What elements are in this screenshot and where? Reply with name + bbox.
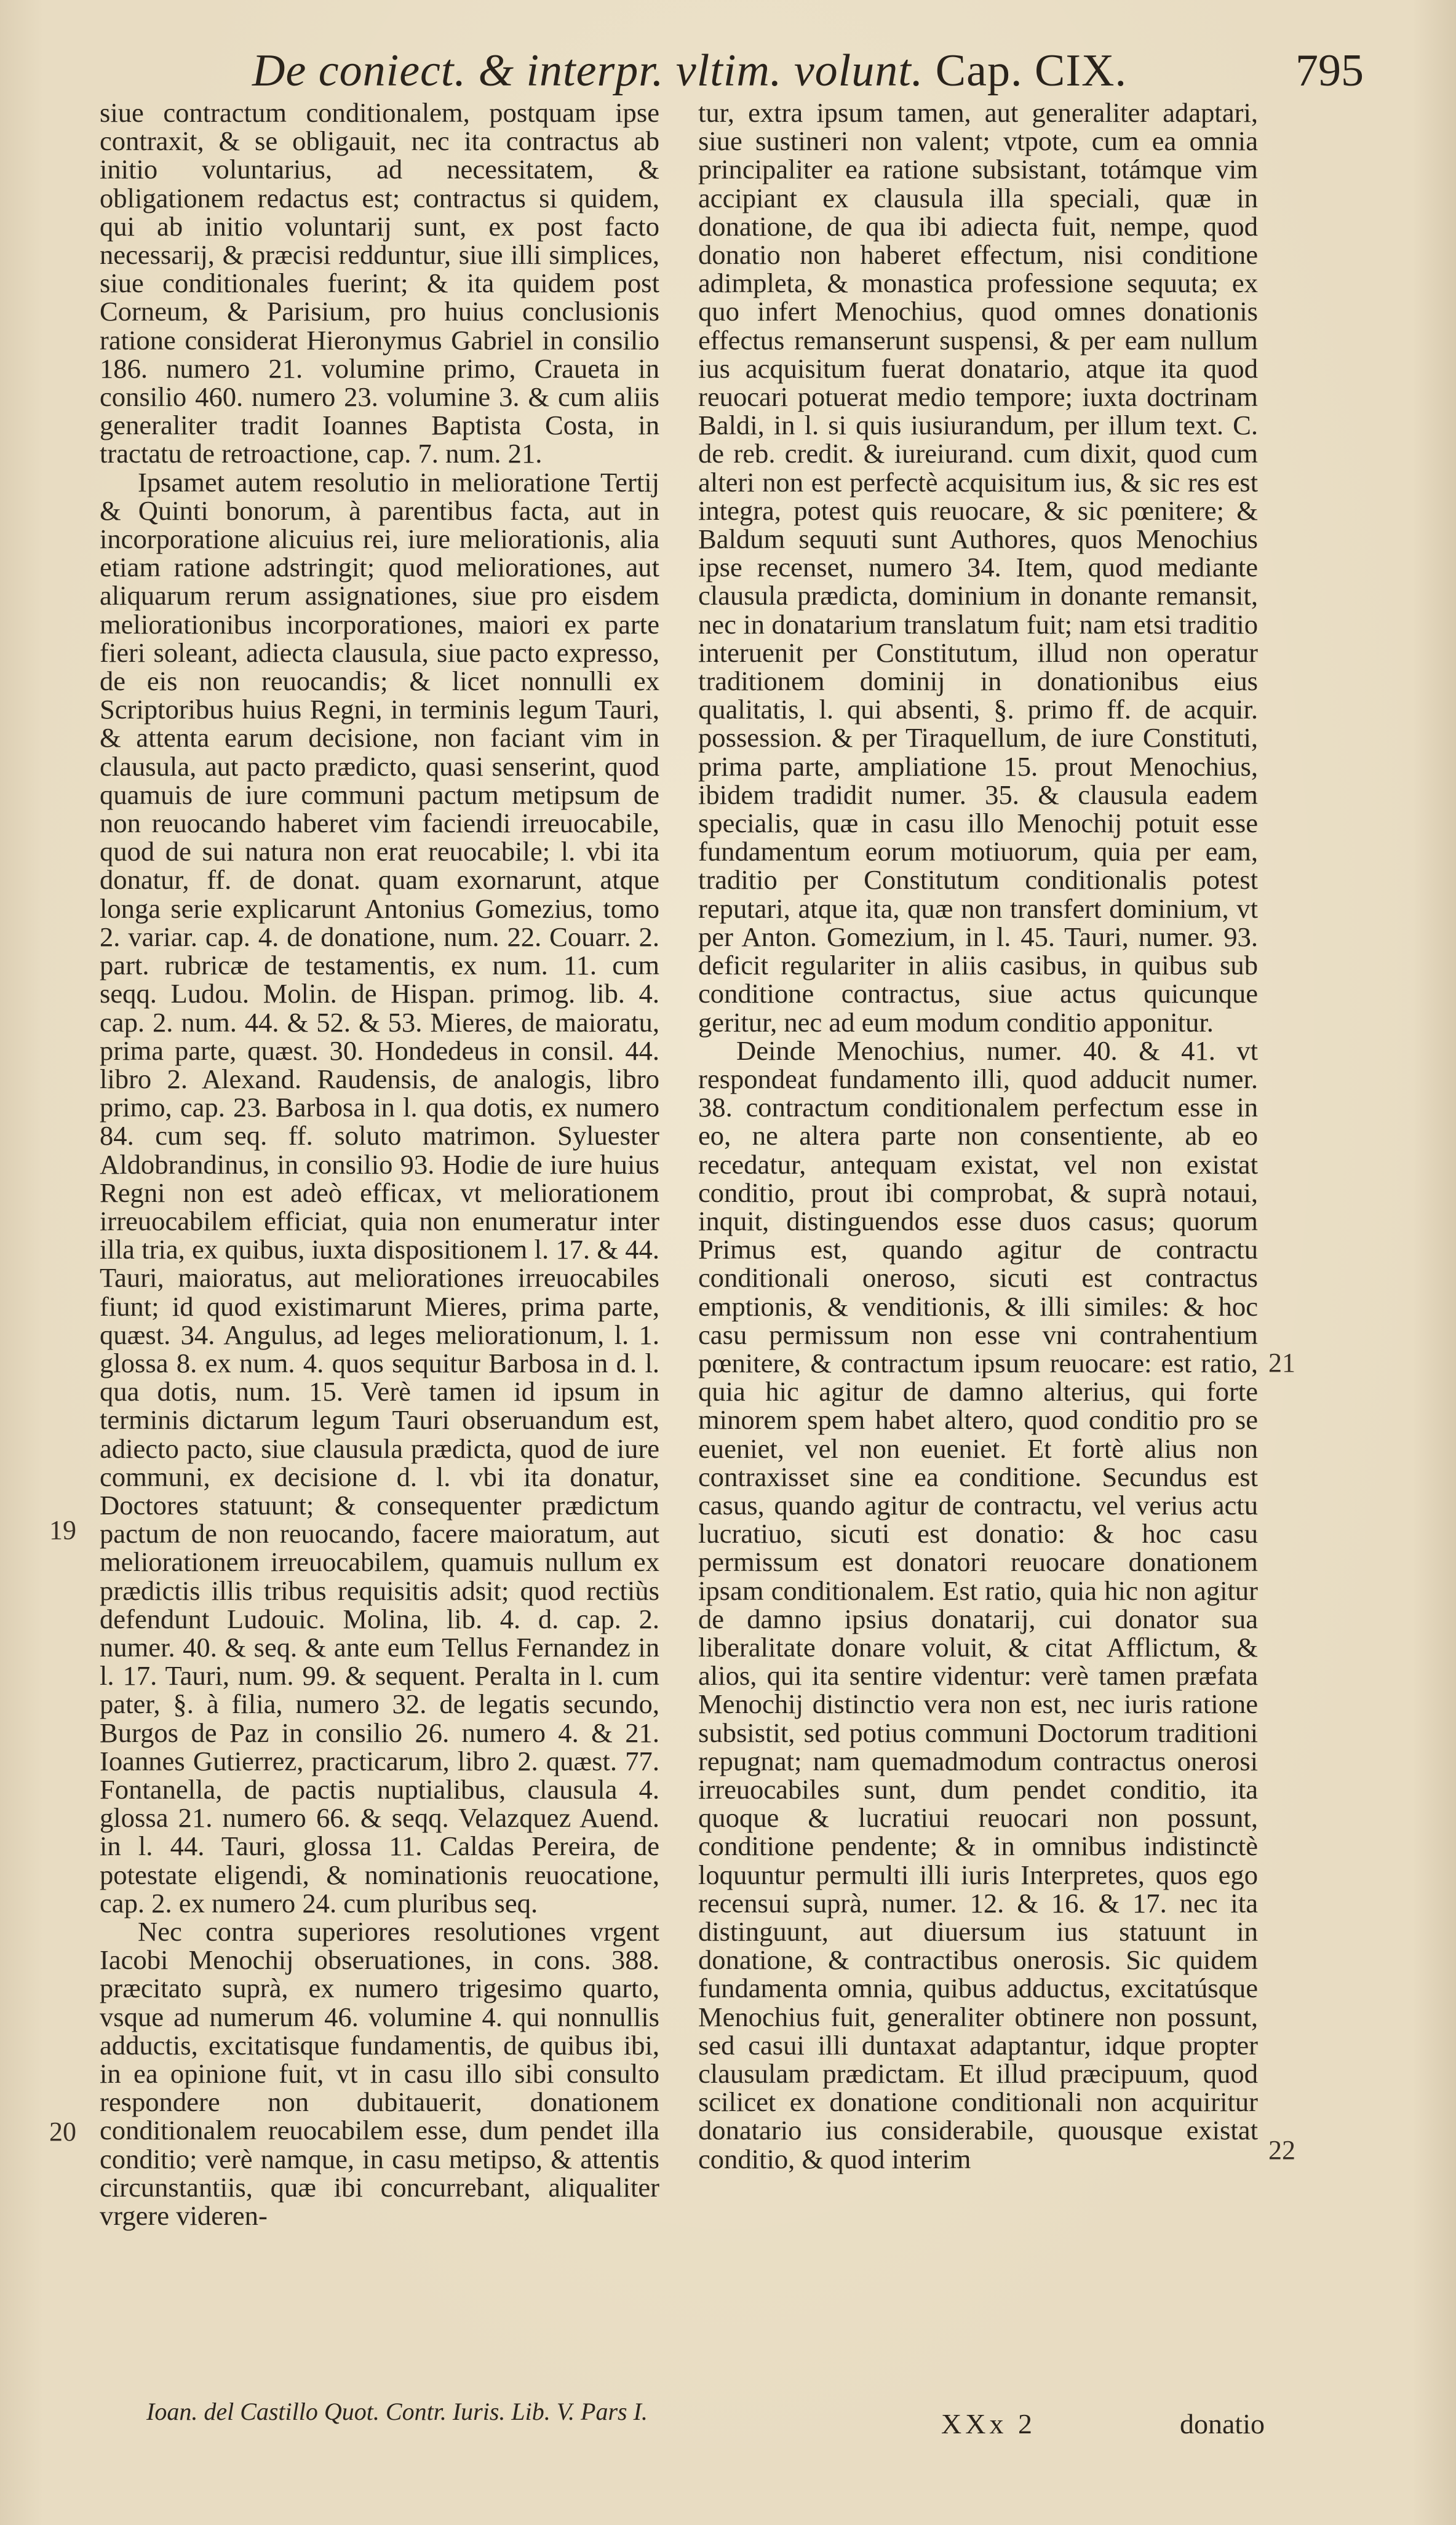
footer-book-line: Ioan. del Castillo Quot. Contr. Iuris. Lib. V. Pars I. bbox=[146, 2398, 648, 2425]
left-paragraph-2: Ipsamet autem resolutio in melioratione Tertij & Quinti bonorum, à parentibus facta, aut in incorporatione alicuius rei, iure meliorationis, alia etiam ratione adstringit; quod meliorationes, aut aliquarum rerum assignationes, siue pro eisdem meliorationibus incorporationes, maiori ex parte fieri soleant, adiecta clausula, siue pacto expresso, de eis non reuocandis; & licet nonnulli ex Scriptoribus huius Regni, in terminis legum Tauri, & attenta earum decisione, non faciant vim in clausula, aut pacto prædicto, quasi senserint, quod quamuis de iure communi pactum metipsum de non reuocando haberet vim faciendi irreuocabile, quod de sui natura non erat reuocabile; l. vbi ita donatur, ff. de donat. quam exornarunt, atque longa serie explicarunt Antonius Gomezius, tomo 2. variar. cap. 4. de donatione, num. 22. Couarr. 2. part. rubricæ de testamentis, ex num. 11. cum seqq. Ludou. Molin. de Hispan. primog. lib. 4. cap. 2. num. 44. & 52. & 53. Mieres, de maioratu, prima parte, quæst. 30. Hondedeus in consil. 44. libro 2. Alexand. Raudensis, de analogis, libro primo, cap. 23. Barbosa in l. qua dotis, ex numero 84. cum seq. ff. soluto matrimon. Syluester Aldobrandinus, in consilio 93. Hodie de iure huius Regni non est adeò efficax, vt meliorationem irreuocabilem efficiat, quia non enumeratur inter illa tria, ex quibus, iuxta dispositionem l. 17. & 44. Tauri, maioratus, aut meliorationes irreuocabiles fiunt; id quod existimarunt Mieres, prima parte, quæst. 34. Angulus, ad leges meliorationum, l. 1. glossa 8. ex num. 4. quos sequitur Barbosa in d. l. qua dotis, num. 15. Verè tamen id ipsum in terminis dictarum legum Tauri obseruandum est, adiecto pacto, siue clausula prædicta, quod de iure communi, ex decisione d. l. vbi ita donatur, Doctores statuunt; & consequenter prædictum pactum de non reuocando, facere maioratum, aut meliorationem irreuocabilem, quamuis nullum ex prædictis illis tribus requisitis adsit; quod rectiùs defendunt Ludouic. Molina, lib. 4. d. cap. 2. numer. 40. & seq. & ante eum Tellus Fernandez in l. 17. Tauri, num. 99. & sequent. Peralta in l. cum pater, §. à filia, numero 32. de legatis secundo, Burgos de Paz in consilio 26. numero 4. & 21. Ioannes Gutierrez, practicarum, libro 2. quæst. 77. Fontanella, de pactis nuptialibus, clausula 4. glossa 21. numero 66. & seqq. Velazquez Auend. in l. 44. Tauri, glossa 11. Caldas Pereira, de potestate eligendi, & nominationis reuocatione, cap. 2. ex numero 24. cum pluribus seq. bbox=[100, 466, 659, 1919]
margin-number-20: 20 bbox=[49, 2117, 76, 2147]
margin-number-19: 19 bbox=[49, 1515, 76, 1545]
running-head bbox=[252, 45, 1127, 97]
left-paragraph-1: siue contractum conditionalem, postquam ipse contraxit, & se obligauit, nec ita contractus ab initio voluntarius, ad necessitatem, & obligationem redactus est; contractus si quidem, qui ab initio voluntarij sunt, ex post facto necessarij, & præcisi redduntur, siue illi simplices, siue conditionales fuerint; & ita quidem post Corneum, & Parisium, pro huius conclusionis ratione considerat Hieronymus Gabriel in consilio 186. numero 21. volumine primo, Craueta in consilio 460. numero 23. volumine 3. & cum aliis generaliter tradit Ioannes Baptista Costa, in tractatu de retroactione, cap. 7. num. 21. bbox=[100, 97, 659, 469]
chapter-label: Cap. CIX. bbox=[935, 46, 1127, 96]
page-header bbox=[252, 30, 1364, 97]
page-number: 795 bbox=[1295, 46, 1364, 96]
margin-number-22: 22 bbox=[1268, 2135, 1295, 2165]
signature-mark: XXx 2 bbox=[941, 2408, 1036, 2440]
running-head-title: De coniect. & interpr. vltim. volunt. bbox=[252, 46, 924, 96]
right-column bbox=[698, 98, 1258, 2173]
left-column bbox=[100, 98, 659, 2230]
right-paragraph-2: Deinde Menochius, numer. 40. & 41. vt respondeat fundamento illi, quod adducit numer. 38. contractum conditionalem perfectum esse in eo, ne altera parte non consentiente, ab eo recedatur, antequam existat, vel non existat conditio, prout ibi comprobat, & suprà notaui, inquit, distinguendos esse duos casus; quorum Primus est, quando agitur de contractu conditionali oneroso, sicuti est contractus emptionis, & venditionis, & illi similes: & hoc casu permissum non esse vni contrahentium pœnitere, & contractum ipsum reuocare: est ratio, quia hic agitur de damno alterius, qui forte minorem spem habet altero, quod conditio pro se eueniet, vel non eueniet. Et fortè alius non contraxisset sine ea conditione. Secundus est casus, quando agitur de contractu, vel verius actu lucratiuo, sicuti est donatio: & hoc casu permissum est donatori reuocare donationem ipsam conditionalem. Est ratio, quia hic non agitur de damno ipsius donatarij, cui donator sua liberalitate donare voluit, & citat Afflictum, & alios, qui ita sentire videntur: verè tamen præfata Menochij distinctio vera non est, nec iuris ratione subsistit, sed potius communi Doctorum traditioni repugnat; nam quemadmodum contractus onerosi irreuocabiles sunt, dum pendet conditio, ita quoque & lucratiui reuocari non possunt, conditione pendente; & in omnibus indistinctè loquuntur permulti illi iuris Interpretes, quos ego recensui suprà, numer. 12. & 16. & 17. nec ita distinguunt, aut diuersum ius statuunt in donatione, & contractibus onerosis. Sic quidem fundamenta omnia, quibus adductus, excitatúsque Menochius fuit, generaliter obtinere non possunt, sed casui illi duntaxat adaptantur, idque propter clausulam prædictam. Et illud præcipuum, quod scilicet ex donatione conditionali non acquiritur donatario ius considerabile, quousque existat conditio, & quod interim bbox=[698, 1035, 1258, 2174]
catchword: donatio bbox=[1180, 2408, 1265, 2440]
left-paragraph-3: Nec contra superiores resolutiones vrgent Iacobi Menochij obseruationes, in cons. 388. præcitato suprà, ex numero trigesimo quarto, vsque ad numerum 46. volumine 4. qui nonnullis adductis, excitatisque fundamentis, de quibus ibi, in ea opinione fuit, vt in casu illo sibi consulto respondere non dubitauerit, donationem conditionalem reuocabilem esse, dum pendet illa conditio; verè namque, in casu metipso, & attentis circunstantiis, quæ ibi concurrebant, aliqualiter vrgere videren- bbox=[100, 1916, 659, 2232]
margin-number-21: 21 bbox=[1268, 1348, 1295, 1378]
right-paragraph-1: tur, extra ipsum tamen, aut generaliter adaptari, siue sustineri non valent; vtpote, cum ea omnia principaliter ea ratione subsistant, totámque vim accipiant ex clausula illa speciali, quæ in donatione, de qua ibi adiecta fuit, nempe, quod donatio non haberet effectum, nisi conditione adimpleta, & monastica professione sequuta; ex quo infert Menochius, quod omnes donationis effectus remanserunt suspensi, & per eam nullum ius acquisitum fuerat donatario, atque ita quod reuocari potuerat medio tempore; iuxta doctrinam Baldi, in l. si quis iusiurandum, per illum text. C. de reb. credit. & iureiurand. cum dixit, quod cum alteri non est perfectè acquisitum ius, & sic res est integra, potest quis reuocare, & sic pœnitere; & Baldum sequuti sunt Authores, quos Menochius ipse recenset, numero 34. Item, quod mediante clausula prædicta, dominium in donante remansit, nec in donatarium translatum fuit; nam etsi traditio interuenit per Constitutum, illud non operatur traditionem dominij in donationibus eius qualitatis, l. qui absenti, §. primo ff. de acquir. possession. & per Tiraquellum, de iure Constituti, prima parte, ampliatione 15. prout Menochius, ibidem tradidit numer. 35. & clausula eadem specialis, quæ in casu illo Menochij potuit esse fundamentum eorum motiuorum, quia per eam, traditio per Constitutum conditionalis potest reputari, atque ita, quæ non transfert dominium, vt per Anton. Gomezium, in l. 45. Tauri, numer. 93. deficit regulariter in aliis casibus, in quibus sub conditione contractus, siue actus quicunque geritur, nec ad eum modum conditio apponitur. bbox=[698, 97, 1258, 1038]
